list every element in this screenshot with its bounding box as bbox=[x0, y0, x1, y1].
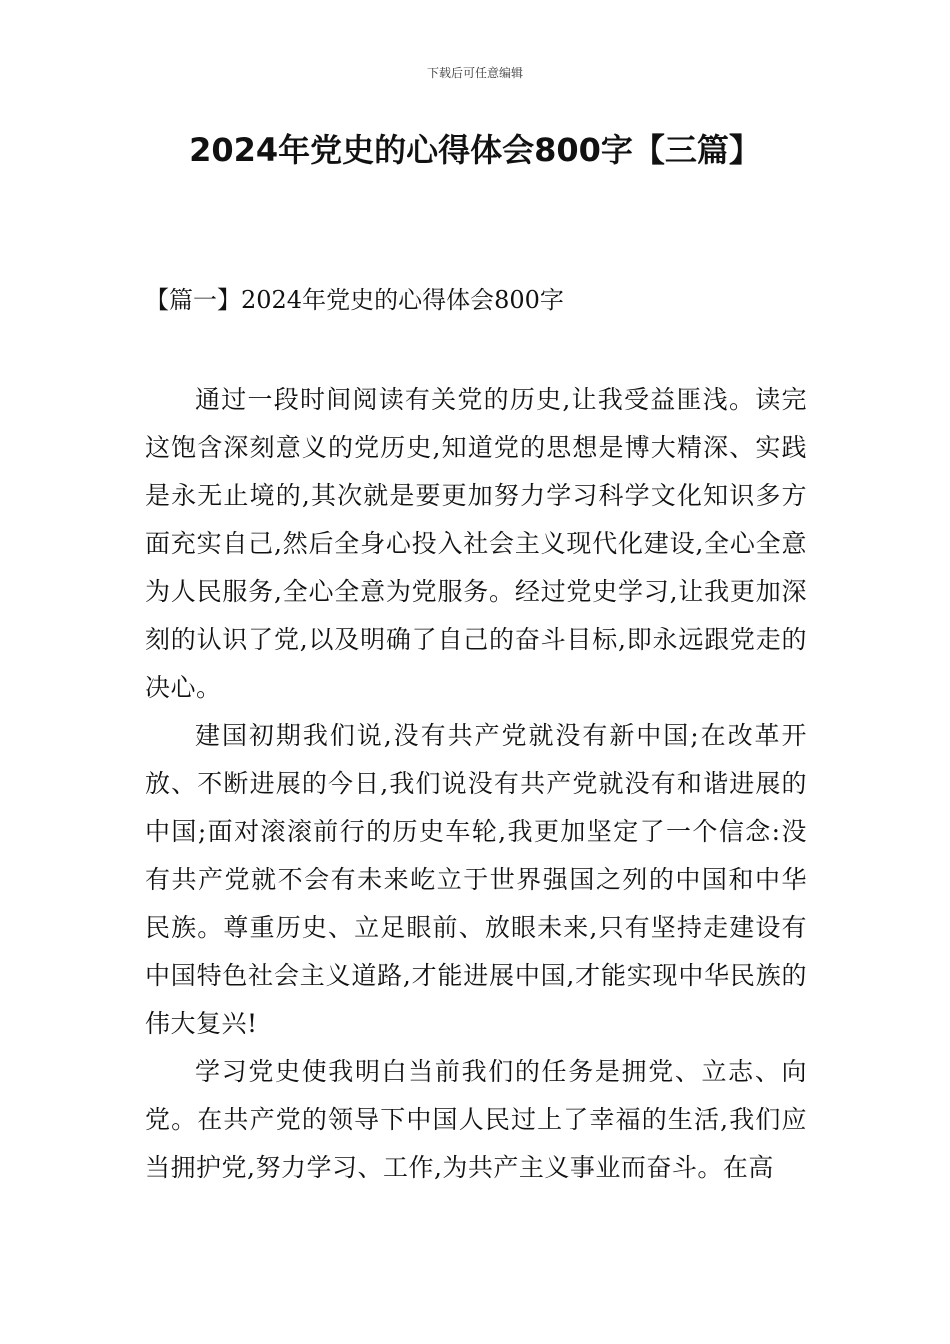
body-text bbox=[145, 376, 807, 1192]
document-title: 2024年党史的心得体会800字【三篇】 bbox=[189, 131, 761, 169]
header-note: 下载后可任意编辑 bbox=[426, 66, 523, 80]
section-heading: 【篇一】2024年党史的心得体会800字 bbox=[145, 286, 564, 314]
paragraph: 建国初期我们说,没有共产党就没有新中国;在改革开放、不断进展的今日,我们说没有共产党就没有和谐进展的中国;面对滚滚前行的历史车轮,我更加坚定了一个信念:没有共产党就不会有未来屹立于世界强国之列的中国和中华民族。尊重历史、立足眼前、放眼未来,只有坚持走建设有中国特色社会主义道路,才能进展中国,才能实现中华民族的伟大复兴! bbox=[145, 721, 807, 1038]
paragraph: 学习党史使我明白当前我们的任务是拥党、立志、向党。在共产党的领导下中国人民过上了幸福的生活,我们应当拥护党,努力学习、工作,为共产主义事业而奋斗。在高 bbox=[145, 1057, 807, 1182]
paragraph: 通过一段时间阅读有关党的历史,让我受益匪浅。读完这饱含深刻意义的党历史,知道党的思想是博大精深、实践是永无止境的,其次就是要更加努力学习科学文化知识多方面充实自己,然后全身心投入社会主义现代化建设,全心全意为人民服务,全心全意为党服务。经过党史学习,让我更加深刻的认识了党,以及明确了自己的奋斗目标,即永远跟党走的决心。 bbox=[145, 385, 807, 702]
